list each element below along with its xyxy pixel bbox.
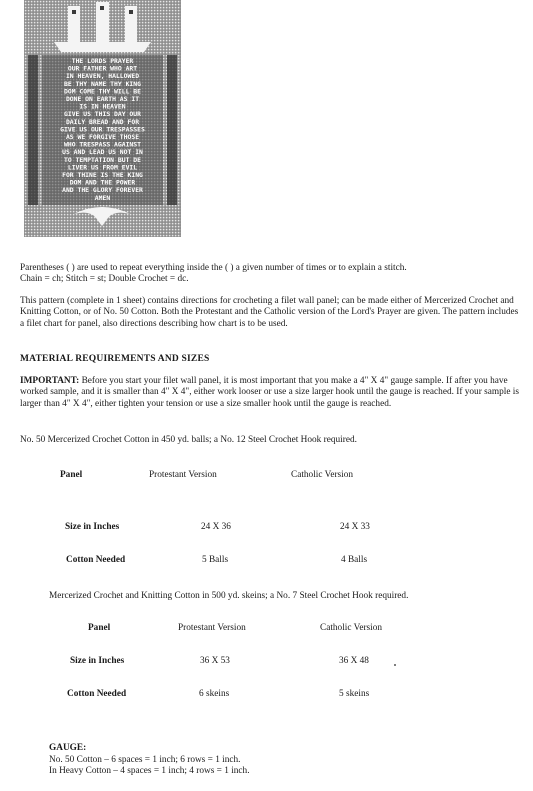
table2-header-panel: Panel — [88, 623, 111, 633]
table2-size-protestant: 36 X 53 — [200, 656, 230, 666]
prayer-line: DOM COME THY WILL BE — [64, 87, 141, 96]
table2-size-catholic: 36 X 48 — [339, 656, 369, 666]
prayer-line: TO TEMPTATION BUT DE — [64, 155, 141, 164]
table1-cotton-protestant: 5 Balls — [202, 555, 229, 565]
mercerized-requirement-note: Mercerized Crochet and Knitting Cotton in 500 yd. skeins; a No. 7 Steel Crochet Hook required. — [49, 591, 409, 601]
prayer-line: AMEN — [94, 193, 111, 202]
prayer-line: IS IN HEAVEN — [79, 102, 126, 111]
table1-cotton-catholic: 4 Balls — [341, 555, 368, 565]
section-heading: MATERIAL REQUIREMENTS AND SIZES — [20, 354, 210, 364]
prayer-line: LIVER US FROM EVIL — [67, 163, 138, 172]
prayer-text — [60, 57, 145, 202]
table2-row-cotton-label: Cotton Needed — [67, 689, 127, 699]
cotton-requirement-note: No. 50 Mercerized Crochet Cotton in 450 yd. balls; a No. 12 Steel Crochet Hook required. — [20, 435, 357, 445]
intro-line-abbreviations: Chain = ch; Stitch = st; Double Crochet = dc. — [20, 274, 189, 285]
table1-row-cotton-label: Cotton Needed — [66, 555, 126, 565]
prayer-line: THE LORDS PRAYER — [71, 57, 134, 65]
table1-size-protestant: 24 X 36 — [201, 522, 231, 532]
prayer-line: WHO TRESPASS AGAINST — [64, 140, 141, 149]
prayer-line: DAILY BREAD AND FOR — [65, 117, 140, 126]
prayer-line: DOM AND THE POWER — [69, 178, 136, 187]
table1-header-protestant: Protestant Version — [149, 470, 217, 480]
prayer-line: US AND LEAD US NOT IN — [62, 148, 143, 157]
gauge-line-no50: No. 50 Cotton – 6 spaces = 1 inch; 6 rows = 1 inch. — [49, 754, 241, 765]
intro-line-parentheses: Parentheses ( ) are used to repeat everything inside the ( ) a given number of times or to explain a stitch. — [20, 263, 407, 273]
prayer-line: BE THY NAME THY KING — [64, 79, 141, 88]
important-text: Before you start your filet wall panel, it is most important that you make a 4" X 4" gauge sample. If after you have worked sample, and it is smaller than 4" X 4", either work looser or use a size larger hook until the gauge is reached. If your sample is larger than 4" X 4", either tighten your tension or use a size smaller hook until the gauge is reached. — [20, 376, 519, 409]
gauge-line-heavy: In Heavy Cotton – 4 spaces = 1 inch; 4 rows = 1 inch. — [49, 766, 250, 777]
prayer-line: GIVE US OUR TRESPASSES — [60, 125, 145, 134]
table2-cotton-protestant: 6 skeins — [199, 689, 230, 699]
prayer-line: AND THE GLORY FOREVER — [62, 186, 143, 195]
prayer-line: AS WE FORGIVE THOSE — [65, 133, 140, 141]
intro-paragraph — [20, 263, 523, 286]
prayer-line: IN HEAVEN, HALLOWED — [65, 72, 140, 81]
gauge-section — [49, 743, 250, 778]
table1-header-catholic: Catholic Version — [291, 470, 354, 480]
important-paragraph — [20, 376, 523, 410]
table1-size-catholic: 24 X 33 — [340, 522, 370, 532]
filet-panel-art — [24, 0, 181, 237]
prayer-line: FOR THINE IS THE KING — [62, 171, 143, 179]
important-label: IMPORTANT: — [20, 376, 80, 386]
pattern-description: This pattern (complete in 1 sheet) contains directions for crocheting a filet wall panel; can be made either of Mercerized Crochet and Knitting Cotton, or of No. 50 Cotton. Both the Protestant and the Catholic version of the Lord's Prayer are given. The pattern includes a filet chart for panel, also directions describing how chart is to be used. — [20, 296, 519, 329]
gauge-title: GAUGE: — [49, 743, 87, 753]
table2-row-size-label: Size in Inches — [70, 656, 125, 666]
table2-cotton-catholic: 5 skeins — [339, 689, 370, 699]
table2-header-protestant: Protestant Version — [178, 623, 246, 633]
prayer-line: OUR FATHER WHO ART — [67, 64, 138, 73]
filet-panel-image — [24, 0, 181, 237]
prayer-line: GIVE US THIS DAY OUR — [64, 110, 141, 119]
stray-mark — [394, 664, 396, 666]
prayer-line: DONE ON EARTH AS IT — [65, 95, 140, 103]
table1-header-panel: Panel — [60, 470, 83, 480]
table2-header-catholic: Catholic Version — [320, 623, 383, 633]
table1-row-size-label: Size in Inches — [65, 522, 120, 532]
